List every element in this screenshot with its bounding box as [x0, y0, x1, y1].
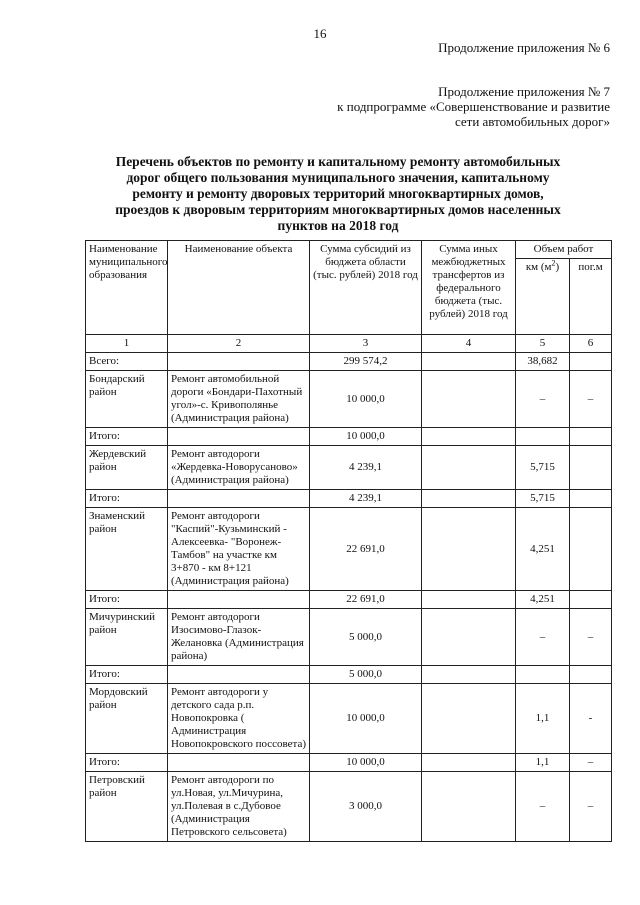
header-volume: Объем работ — [516, 241, 612, 259]
subtotal-pogm — [570, 428, 612, 446]
subtotal-pogm — [570, 490, 612, 508]
subtotal-pogm: – — [570, 754, 612, 772]
continuation-appendix-7 — [337, 84, 610, 129]
subtotal-km — [516, 666, 570, 684]
grand-total-km: 38,682 — [516, 353, 570, 371]
transfers-cell — [422, 609, 516, 666]
column-number: 1 — [86, 335, 168, 353]
municipality-cell: Петровский район — [86, 772, 168, 842]
subtotal-row — [86, 666, 612, 684]
transfers-cell — [422, 772, 516, 842]
header-subsidy: Сумма субсидий из бюджета области (тыс. рублей) 2018 год — [310, 241, 422, 335]
grand-total-label: Всего: — [86, 353, 168, 371]
subsidy-cell: 5 000,0 — [310, 609, 422, 666]
object-cell: Ремонт автодороги у детского сада р.п. Новопокровка ( Администрация Новопокровского поссовета) — [168, 684, 310, 754]
header-object: Наименование объекта — [168, 241, 310, 335]
header-km-suffix: ) — [555, 261, 560, 273]
title-line: Перечень объектов по ремонту и капитальному ремонту автомобильных — [115, 154, 561, 169]
transfers-cell — [422, 371, 516, 428]
continuation-7-line: Продолжение приложения № 7 — [438, 84, 610, 99]
grand-total-pogm — [570, 353, 612, 371]
subtotal-transfers — [422, 490, 516, 508]
subsidy-cell: 3 000,0 — [310, 772, 422, 842]
subtotal-pogm — [570, 666, 612, 684]
pogm-cell: – — [570, 371, 612, 428]
table-header-row — [86, 241, 612, 259]
municipality-cell: Бондарский район — [86, 371, 168, 428]
subtotal-subsidy: 5 000,0 — [310, 666, 422, 684]
object-cell: Ремонт автодороги Изосимово-Глазок-Желановка (Администрация района) — [168, 609, 310, 666]
subtotal-subsidy: 10 000,0 — [310, 428, 422, 446]
subtotal-label: Итого: — [86, 591, 168, 609]
column-number: 4 — [422, 335, 516, 353]
municipality-cell: Мордовский район — [86, 684, 168, 754]
continuation-7-line: к подпрограмме «Совершенствование и развитие — [337, 99, 610, 114]
subtotal-transfers — [422, 428, 516, 446]
title-line: дорог общего пользования муниципального значения, капитальному — [126, 170, 550, 185]
table-row — [86, 371, 612, 428]
subtotal-subsidy: 10 000,0 — [310, 754, 422, 772]
subtotal-row — [86, 591, 612, 609]
subtotal-empty — [168, 754, 310, 772]
pogm-cell: – — [570, 609, 612, 666]
table-row — [86, 609, 612, 666]
km-cell: 4,251 — [516, 508, 570, 591]
subtotal-km: 4,251 — [516, 591, 570, 609]
table-row — [86, 684, 612, 754]
subtotal-pogm — [570, 591, 612, 609]
subtotal-km — [516, 428, 570, 446]
subtotal-empty — [168, 428, 310, 446]
column-number: 2 — [168, 335, 310, 353]
header-pogm: пог.м — [570, 259, 612, 335]
column-number: 5 — [516, 335, 570, 353]
subtotal-label: Итого: — [86, 754, 168, 772]
subtotal-transfers — [422, 754, 516, 772]
table-row — [86, 508, 612, 591]
pogm-cell: – — [570, 772, 612, 842]
column-number: 3 — [310, 335, 422, 353]
subtotal-transfers — [422, 591, 516, 609]
subtotal-transfers — [422, 666, 516, 684]
transfers-cell — [422, 446, 516, 490]
pogm-cell: - — [570, 684, 612, 754]
km-cell: – — [516, 609, 570, 666]
subtotal-label: Итого: — [86, 428, 168, 446]
object-cell: Ремонт автодороги по ул.Новая, ул.Мичурина, ул.Полевая в с.Дубовое (Администрация Петровского сельсовета) — [168, 772, 310, 842]
municipality-cell: Знаменский район — [86, 508, 168, 591]
subtotal-empty — [168, 591, 310, 609]
subtotal-row — [86, 428, 612, 446]
header-km-sup: 2 — [551, 258, 556, 268]
transfers-cell — [422, 684, 516, 754]
municipality-cell: Жердевский район — [86, 446, 168, 490]
km-cell: – — [516, 371, 570, 428]
header-km — [516, 259, 570, 335]
subtotal-km: 5,715 — [516, 490, 570, 508]
subtotal-row — [86, 754, 612, 772]
continuation-7-line: сети автомобильных дорог» — [454, 114, 610, 129]
grand-total-row — [86, 353, 612, 371]
title-line: ремонту и ремонту дворовых территорий многоквартирных домов, — [132, 186, 544, 201]
km-cell: – — [516, 772, 570, 842]
object-cell: Ремонт автодороги «Жердевка-Новорусаново» (Администрация района) — [168, 446, 310, 490]
header-municipality: Наименование муниципального образования — [86, 241, 168, 335]
subtotal-label: Итого: — [86, 666, 168, 684]
subtotal-subsidy: 22 691,0 — [310, 591, 422, 609]
column-number: 6 — [570, 335, 612, 353]
subtotal-label: Итого: — [86, 490, 168, 508]
object-cell: Ремонт автомобильной дороги «Бондари-Пахотный угол»-с. Кривополянье (Администрация района) — [168, 371, 310, 428]
subsidy-cell: 10 000,0 — [310, 684, 422, 754]
table-row — [86, 772, 612, 842]
subtotal-empty — [168, 490, 310, 508]
subsidy-cell: 22 691,0 — [310, 508, 422, 591]
page-number: 16 — [313, 26, 327, 41]
header-transfers: Сумма иных межбюджетных трансфертов из федерального бюджета (тыс. рублей) 2018 год — [422, 241, 516, 335]
subtotal-subsidy: 4 239,1 — [310, 490, 422, 508]
title-line: пунктов на 2018 год — [277, 218, 399, 233]
objects-table — [85, 240, 612, 842]
continuation-appendix-6: Продолжение приложения № 6 — [438, 40, 610, 55]
document-title — [72, 154, 604, 234]
grand-total-empty — [168, 353, 310, 371]
title-line: проездов к дворовым территориям многоквартирных домов населенных — [115, 202, 561, 217]
column-numbers-row — [86, 335, 612, 353]
pogm-cell — [570, 446, 612, 490]
subsidy-cell: 4 239,1 — [310, 446, 422, 490]
municipality-cell: Мичуринский район — [86, 609, 168, 666]
table-row — [86, 446, 612, 490]
subtotal-empty — [168, 666, 310, 684]
km-cell: 5,715 — [516, 446, 570, 490]
transfers-cell — [422, 508, 516, 591]
subtotal-km: 1,1 — [516, 754, 570, 772]
object-cell: Ремонт автодороги "Каспий"-Кузьминский - Алексеевка- "Воронеж-Тамбов" на участке км 3+870 - км 8+121 (Администрация района) — [168, 508, 310, 591]
subtotal-row — [86, 490, 612, 508]
pogm-cell — [570, 508, 612, 591]
subsidy-cell: 10 000,0 — [310, 371, 422, 428]
km-cell: 1,1 — [516, 684, 570, 754]
grand-total-subsidy: 299 574,2 — [310, 353, 422, 371]
grand-total-transfers — [422, 353, 516, 371]
header-km-text: км (м — [525, 261, 552, 273]
